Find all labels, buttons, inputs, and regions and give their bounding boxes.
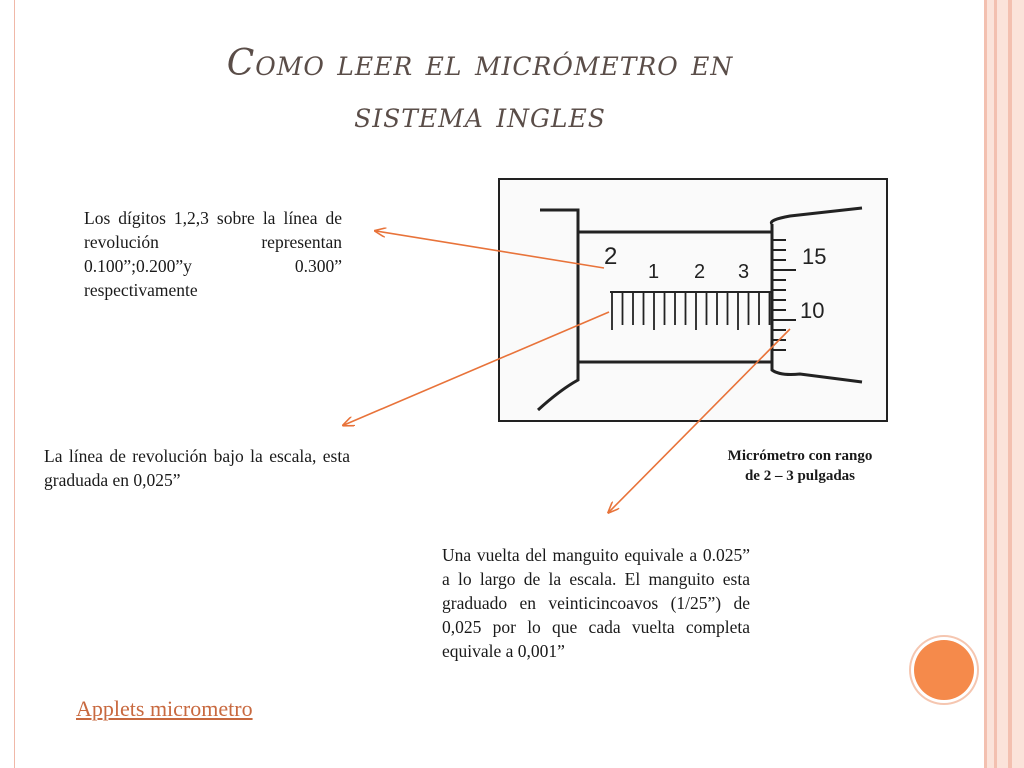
scale-digit-2: 2: [694, 261, 706, 283]
arrow-revolution-line: [344, 312, 609, 425]
scale-digit-3: 3: [738, 261, 750, 283]
title-line-2: sistema ingles: [354, 95, 606, 136]
thimble-number-15: 15: [802, 244, 827, 269]
sleeve-number: 2: [604, 243, 618, 270]
title-line-1: Como leer el micrómetro en: [226, 43, 734, 84]
applets-link[interactable]: Applets micrometro: [76, 696, 253, 721]
note-digits: Los dígitos 1,2,3 sobre la línea de revolución representan 0.100”;0.200”y 0.300” respectivamente: [84, 208, 342, 300]
thimble-number-10: 10: [800, 298, 825, 323]
caption-line-1: Micrómetro con rango: [727, 448, 873, 464]
arrow-digits: [376, 231, 604, 268]
caption-line-2: de 2 – 3 pulgadas: [744, 468, 856, 484]
note-thimble: Una vuelta del manguito equivale a 0.025” a lo largo de la escala. El manguito esta graduado en veinticincoavos (1/25”) de 0,025 por lo que cada vuelta completa equivale a 0,001”: [442, 545, 750, 661]
note-revolution-line: La línea de revolución bajo la escala, esta graduada en 0,025”: [44, 446, 350, 490]
arrow-thimble: [609, 329, 790, 512]
scale-digit-1: 1: [648, 261, 660, 283]
